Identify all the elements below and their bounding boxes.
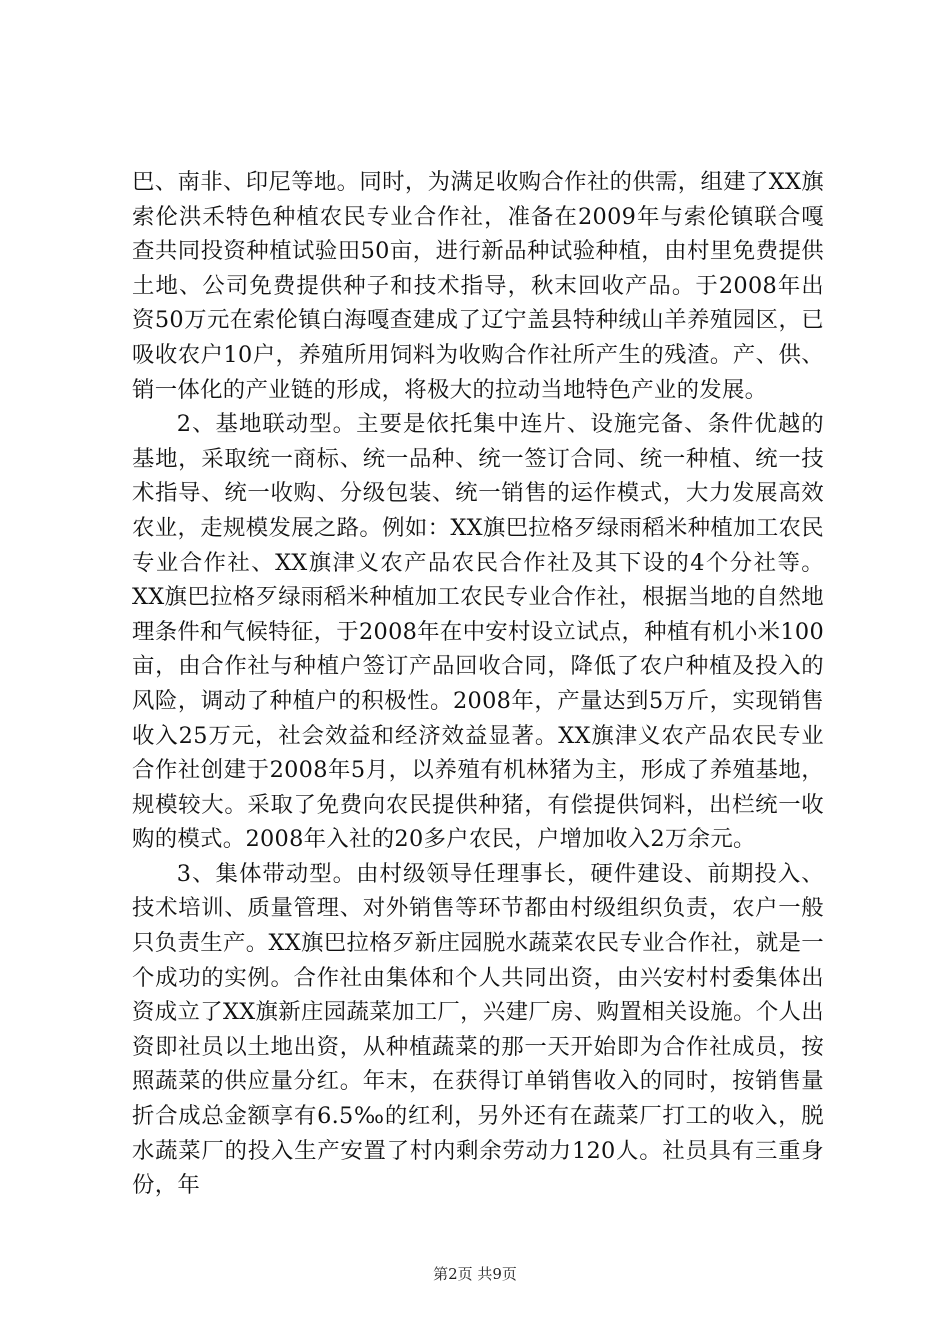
paragraph-collective-driven: 3、集体带动型。由村级领导任理事长，硬件建设、前期投入、技术培训、质量管理、对外销售等环节都由村级组织负责，农户一般只负责生产。XX旗巴拉格歹新庄园脱水蔬菜农民专业合作社，就是一个成功的实例。合作社由集体和个人共同出资，由兴安村村委集体出资成立了XX旗新庄园蔬菜加工厂，兴建厂房、购置相关设施。个人出资即社员以土地出资，从种植蔬菜的那一天开始即为合作社成员，按照蔬菜的供应量分红。年末，在获得订单销售收入的同时，按销售量折合成总金额享有6.5‰的红利，另外还有在蔬菜厂打工的收入，脱水蔬菜厂的投入生产安置了村内剩余劳动力120人。社员具有三重身份，年 [132,860,824,1199]
paragraph-continuation: 巴、南非、印尼等地。同时，为满足收购合作社的供需，组建了XX旗索伦洪禾特色种植农民专业合作社，准备在2009年与索伦镇联合嘎查共同投资种植试验田50亩，进行新品种试验种植，由村里免费提供土地、公司免费提供种子和技术指导，秋末回收产品。于2008年出资50万元在索伦镇白海嘎查建成了辽宁盖县特种绒山羊养殖园区，已吸收农户10户，养殖所用饲料为收购合作社所产生的残渣。产、供、销一体化的产业链的形成，将极大的拉动当地特色产业的发展。 [132,169,824,403]
document-body [132,165,824,1203]
paragraph-base-linkage: 2、基地联动型。主要是依托集中连片、设施完备、条件优越的基地，采取统一商标、统一品种、统一签订合同、统一种植、统一技术指导、统一收购、分级包装、统一销售的运作模式，大力发展高效农业，走规模发展之路。例如：XX旗巴拉格歹绿雨稻米种植加工农民专业合作社、XX旗津义农产品农民合作社及其下设的4个分社等。XX旗巴拉格歹绿雨稻米种植加工农民专业合作社，根据当地的自然地理条件和气候特征，于2008年在中安村设立试点，种植有机小米100亩，由合作社与种植户签订产品回收合同，降低了农户种植及投入的风险，调动了种植户的积极性。2008年，产量达到5万斤，实现销售收入25万元，社会效益和经济效益显著。XX旗津义农产品农民专业合作社创建于2008年5月，以养殖有机林猪为主，形成了养殖基地，规模较大。采取了免费向农民提供种猪，有偿提供饲料，出栏统一收购的模式。2008年入社的20多户农民，户增加收入2万余元。 [132,411,824,853]
page-number-footer: 第2页 共9页 [433,1265,517,1283]
